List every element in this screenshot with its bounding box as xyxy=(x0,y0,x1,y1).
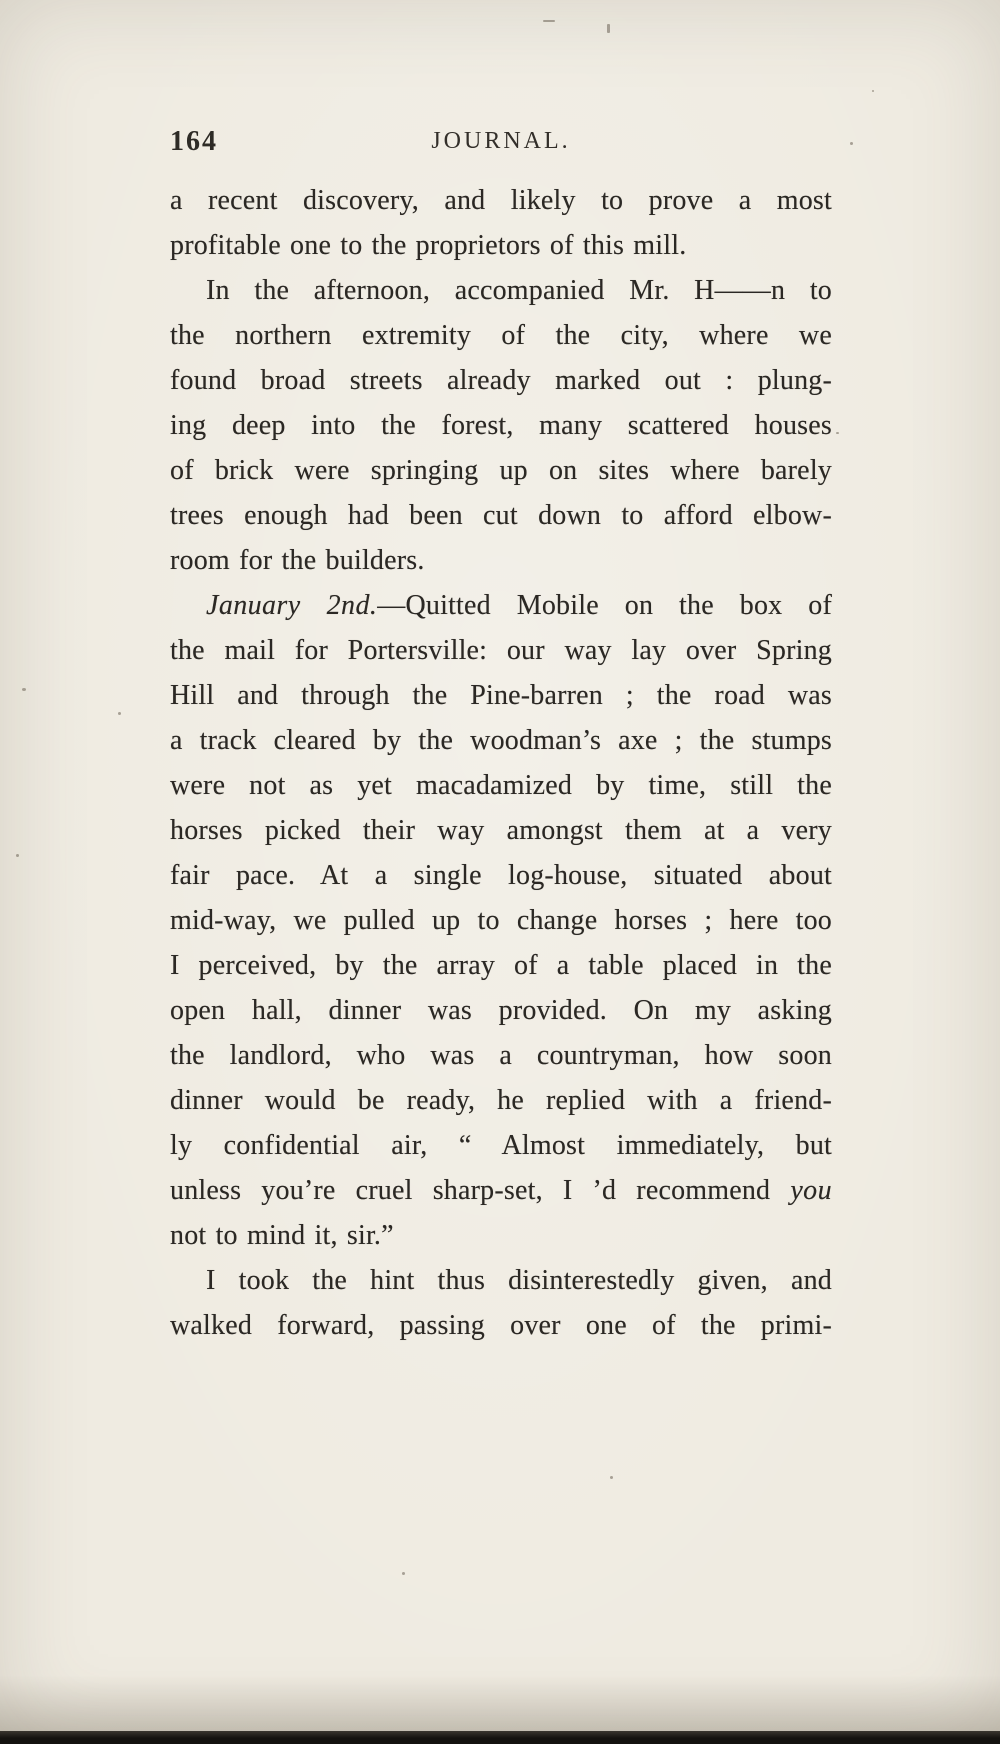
text-line: horses picked their way amongst them at a very xyxy=(170,815,832,846)
text-line: the mail for Portersville: our way lay over Spring xyxy=(170,635,832,666)
text-line: Hill and through the Pine-barren ; the road was xyxy=(170,680,832,711)
text-line: open hall, dinner was provided. On my asking xyxy=(170,995,832,1026)
paragraph xyxy=(170,583,832,1258)
text-line: found broad streets already marked out : plung- xyxy=(170,365,832,396)
text-line: In the afternoon, accompanied Mr. H——n to xyxy=(206,275,832,306)
text-line: January 2nd.—Quitted Mobile on the box of xyxy=(206,590,832,621)
text-line: were not as yet macadamized by time, still the xyxy=(170,770,832,801)
text-line: walked forward, passing over one of the primi- xyxy=(170,1310,832,1341)
paragraph xyxy=(170,178,832,268)
page-number: 164 xyxy=(170,126,218,157)
text-line: trees enough had been cut down to afford elbow- xyxy=(170,500,832,531)
paragraph xyxy=(170,1258,832,1348)
scan-speck xyxy=(16,854,19,857)
text-line: unless you’re cruel sharp-set, I ’d recommend you xyxy=(170,1175,832,1206)
scan-speck xyxy=(836,432,839,434)
paragraph xyxy=(170,268,832,583)
running-title: JOURNAL. xyxy=(431,128,571,154)
text-line: the landlord, who was a countryman, how soon xyxy=(170,1040,832,1071)
scan-speck xyxy=(402,1572,405,1575)
scan-speck xyxy=(850,142,853,145)
text-line: room for the builders. xyxy=(170,545,425,576)
text-line: mid-way, we pulled up to change horses ; here too xyxy=(170,905,832,936)
page-body xyxy=(170,178,832,1348)
page-header xyxy=(170,126,832,156)
text-line: of brick were springing up on sites where barely xyxy=(170,455,832,486)
text-line: dinner would be ready, he replied with a friend- xyxy=(170,1085,832,1116)
scan-speck xyxy=(118,712,121,715)
text-line: I took the hint thus disinterestedly given, and xyxy=(206,1265,832,1296)
text-line: ing deep into the forest, many scattered houses xyxy=(170,410,832,441)
text-line: the northern extremity of the city, where we xyxy=(170,320,832,351)
text-line: a track cleared by the woodman’s axe ; the stumps xyxy=(170,725,832,756)
scan-speck xyxy=(22,688,26,691)
text-line: profitable one to the proprietors of this mill. xyxy=(170,230,687,261)
scan-edge xyxy=(0,1731,1000,1744)
text-line: I perceived, by the array of a table placed in the xyxy=(170,950,832,981)
text-line: fair pace. At a single log-house, situated about xyxy=(170,860,832,891)
scan-speck xyxy=(610,1476,613,1479)
scan-speck xyxy=(543,20,555,22)
text-line: not to mind it, sir.” xyxy=(170,1220,394,1251)
scan-speck xyxy=(872,90,874,92)
text-line: ly confidential air, “ Almost immediately, but xyxy=(170,1130,832,1161)
scan-speck xyxy=(607,24,610,33)
scan-bottom-shadow xyxy=(0,1675,1000,1731)
text-line: a recent discovery, and likely to prove a most xyxy=(170,185,832,216)
